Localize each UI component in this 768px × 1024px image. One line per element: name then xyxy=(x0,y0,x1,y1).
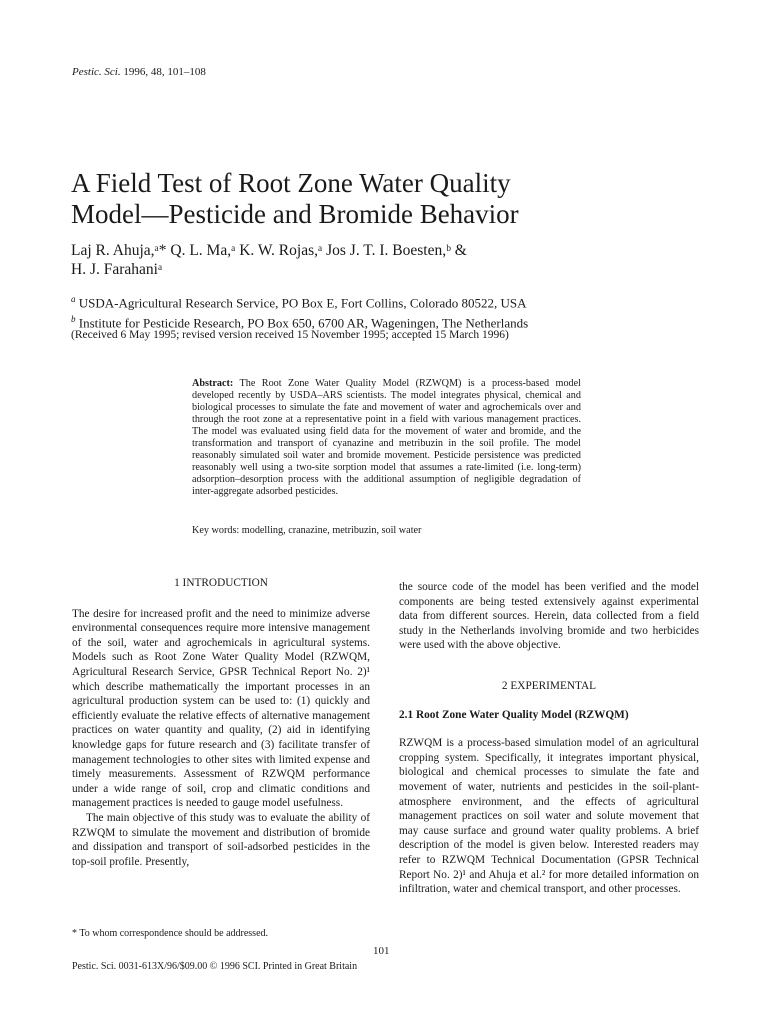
affiliation-mark: a xyxy=(71,294,76,304)
keywords: Key words: modelling, cranazine, metribuzin, soil water xyxy=(192,525,422,536)
page-number: 101 xyxy=(373,945,390,957)
correspondence-footnote: * To whom correspondence should be addressed. xyxy=(72,928,269,939)
intro-paragraph-1: The desire for increased profit and the need to minimize adverse environmental consequences require more intensive management of the soil, water and agrochemicals in agricultural systems. Models such as Root Zone Water Quality Model (RZWQM, Agricultural Research Service, GPSR Technical Report No. 2)¹ which describe mathematically the important processes in an agricultural production system can be used to: (1) quickly and efficiently evaluate the relative effects of alternative management practices on water quantity and quality, (2) aid in identifying knowledge gaps for future research and (3) facilitate transfer of management technologies to other sites with limited expense and timely measurements. Assessment of RZWQM performance under a wide range of soil, crop and climatic conditions and management practices is needed to gauge model usefulness. xyxy=(72,607,370,810)
authors-line-1: Laj R. Ahuja,ᵃ* Q. L. Ma,ᵃ K. W. Rojas,ᵃ Jos J. T. I. Boesten,ᵇ & xyxy=(71,242,467,259)
right-column xyxy=(399,580,699,897)
affiliations xyxy=(71,291,711,332)
right-paragraph-1: the source code of the model has been verified and the model components are being tested extensively against experimental data from different sources. Herein, data collected from a field study in the Netherlands involving bromide and two herbicides were used with the above objective. xyxy=(399,581,699,652)
left-column xyxy=(72,577,370,869)
intro-paragraph-2: The main objective of this study was to evaluate the ability of RZWQM to simulate the movement and distribution of bromide and dissipation and transport of soil-adsorbed pesticides in the top-soil profile. Presently, xyxy=(72,811,370,868)
journal-reference xyxy=(72,66,206,78)
abstract-text: The Root Zone Water Quality Model (RZWQM) is a process-based model developed recently by USDA–ARS scientists. The model integrates physical, chemical and biological processes to simulate the fate and movement of water and agrochemicals over and through the root zone at a representative point in a field with various management practices. The model was evaluated using field data for the movement of water and bromide, and the transformation and transport of cyanazine and metribuzin in the soil profile. The model reasonably simulated soil water and bromide movement. Pesticide persistence was predicted reasonably well using a two-site sorption model that assumes a rate-limited (i.e. long-term) adsorption–desorption process with the additional assumption of negligible degradation of inter-aggregate adsorbed pesticides. xyxy=(192,378,581,497)
right-paragraph-2: RZWQM is a process-based simulation model of an agricultural cropping system. Specifically, it integrates important physical, biological and chemical processes to simulate the fate and movement of water, nutrients and pesticides in the soil-plant-atmosphere environment, and the effects of agricultural management practices on soil water and solute movement that may cause surface and ground water quality problems. A brief description of the model is given below. Interested readers may refer to RZWQM Technical Documentation (GPSR Technical Report No. 2)¹ and Ahuja et al.² for more detailed information on infiltration, water and chemical transport, and other processes. xyxy=(399,737,699,896)
affiliation-text: USDA-Agricultural Research Service, PO Box E, Fort Collins, Colorado 80522, USA xyxy=(78,295,527,311)
received-dates: (Received 6 May 1995; revised version received 15 November 1995; accepted 15 March 1996) xyxy=(71,329,509,341)
page-footer: Pestic. Sci. 0031-613X/96/$09.00 © 1996 SCI. Printed in Great Britain xyxy=(72,961,358,972)
abstract-label: Abstract: xyxy=(192,378,234,389)
journal-name: Pestic. Sci. xyxy=(72,66,121,78)
section-heading-introduction: 1 INTRODUCTION xyxy=(174,577,268,589)
paper-title xyxy=(71,168,711,230)
title-line-1: A Field Test of Root Zone Water Quality xyxy=(71,168,511,198)
authors-line-2: H. J. Farahaniᵃ xyxy=(71,261,163,278)
affiliation-text: Institute for Pesticide Research, PO Box 650, 6700 AR, Wageningen, The Netherlands xyxy=(78,315,529,331)
author-list xyxy=(71,241,711,279)
title-line-2: Model—Pesticide and Bromide Behavior xyxy=(71,199,519,229)
journal-volume-pages: 1996, 48, 101–108 xyxy=(123,66,206,78)
section-heading-experimental: 2 EXPERIMENTAL xyxy=(501,679,597,692)
abstract xyxy=(192,378,581,498)
affiliation-a xyxy=(71,291,711,311)
affiliation-mark: b xyxy=(71,314,76,325)
subsection-heading-rzwqm: 2.1 Root Zone Water Quality Model (RZWQM) xyxy=(399,708,629,721)
